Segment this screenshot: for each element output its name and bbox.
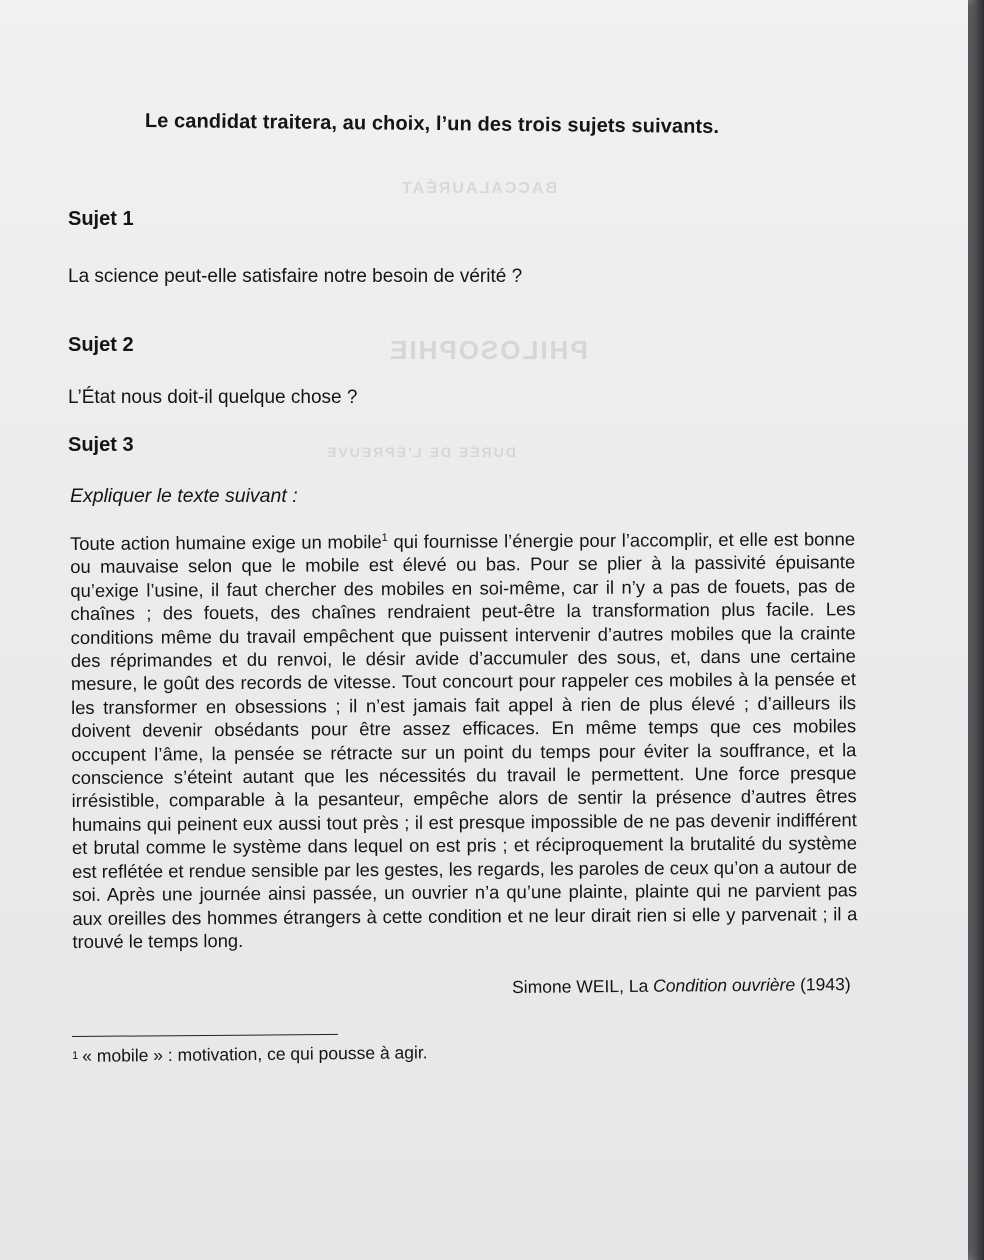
subject-1-question: La science peut-elle satisfaire notre besoin de vérité ? [68,266,523,287]
instructions-header: Le candidat traitera, au choix, l’un des trois sujets suivants. [144,110,720,139]
attribution-year: (1943) [795,974,851,995]
footnote-text: « mobile » : motivation, ce qui pousse à agir. [82,1042,428,1066]
footnote-marker: 1 [72,1049,79,1062]
bleed-through-mark: DURÉE DE L’ÉPREUVE [325,444,516,460]
bleed-through-mark: BACCALAURÉAT [400,180,558,197]
subject-2-question: L’État nous doit-il quelque chose ? [68,387,358,408]
page-edge-shadow [968,0,984,1260]
attribution-author: Simone WEIL, La [512,975,654,997]
footnote-divider [72,1034,338,1037]
attribution-work: Condition ouvrière [653,974,796,996]
subject-3-instruction: Expliquer le texte suivant : [70,485,298,507]
subject-3-title: Sujet 3 [68,434,134,456]
passage-text [70,527,858,953]
passage-text-rest: qui fournisse l’énergie pour l’accomplir, et elle est bonne ou mauvaise selon que le mobile est élevé ou bas. Pour se plier à la passivité épuisante qu’exige l’usine, il faut chercher des mobiles en soi-même, car il n’y a pas de fouets, pas de chaînes ; des fouets, des chaînes rendraient peut-être la transformation plus facile. Les conditions même du travail empêchent que puissent intervenir d’autres mobiles que la crainte des réprimandes et du renvoi, le désir avide d’accumuler des sous, et, dans une certaine mesure, le goût des records de vitesse. Tout concourt pour rappeler ces mobiles à la pensée et les transformer en obsessions ; il n’est jamais fait appel à rien de plus élevé ; d’ailleurs ils doivent devenir obsédants pour être assez efficaces. En même temps que ces mobiles occupent l’âme, la pensée se rétracte sur un point du temps pour éviter la souffrance, et la conscience s’éteint autant que les nécessités du travail le permettent. Une force presque irrésistible, comparable à la pesanteur, empêche alors de sentir la présence d’autres êtres humains qui peinent eux aussi tout près ; il est presque impossible de ne pas devenir indifférent et brutal comme le système dans lequel on est pris ; et réciproquement la brutalité du système est reflétée et rendue sensible par les gestes, les regards, les paroles de ceux qu’on a autour de soi. Après une journée ainsi passée, un ouvrier n’a qu’une plainte, plainte qui ne parvient pas aux oreilles des hommes étrangers à cette condition et ne leur dirait rien si elle y parvenait ; il a trouvé le temps long. [70,528,858,952]
subject-2-title: Sujet 2 [68,334,134,356]
passage-text-start: Toute action humaine exige un mobile [70,531,382,554]
footnote-reference: 1 [381,531,388,544]
attribution [512,974,851,998]
footnote [72,1042,428,1067]
bleed-through-mark: PHILOSOPHIE [388,335,588,365]
subject-1-title: Sujet 1 [68,208,134,230]
